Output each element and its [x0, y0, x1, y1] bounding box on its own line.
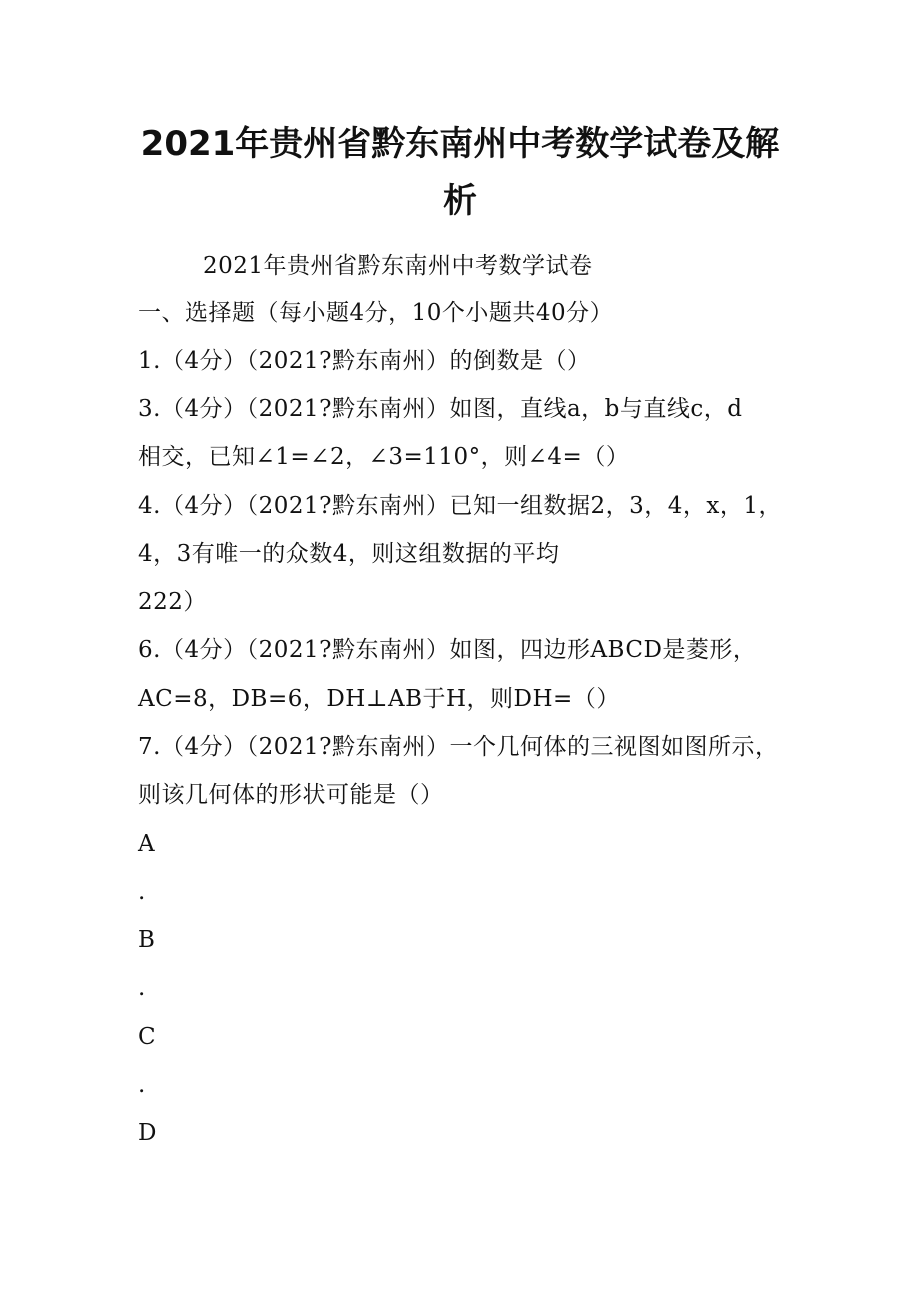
- question-line: 1.（4分）（2021?黔东南州）的倒数是（）: [138, 348, 591, 374]
- document-title-line-1: 2021年贵州省黔东南州中考数学试卷及解: [140, 124, 780, 164]
- question-line: 4，3有唯一的众数4，则这组数据的平均: [138, 541, 560, 567]
- document-title-line-2: 析: [443, 181, 477, 221]
- option-label-b: B: [138, 927, 156, 953]
- section-heading: 一、选择题（每小题4分，10个小题共40分）: [138, 300, 614, 326]
- question-line: 则该几何体的形状可能是（）: [138, 782, 444, 808]
- option-separator: .: [138, 975, 146, 1001]
- question-line: 7.（4分）（2021?黔东南州）一个几何体的三视图如图所示，: [138, 734, 779, 760]
- exam-subtitle: 2021年贵州省黔东南州中考数学试卷: [203, 253, 593, 279]
- option-separator: .: [138, 879, 146, 905]
- question-line: 3.（4分）（2021?黔东南州）如图，直线a，b与直线c，d: [138, 396, 743, 422]
- option-label-c: C: [138, 1024, 157, 1050]
- option-separator: .: [138, 1072, 146, 1098]
- question-line: 相交，已知∠1=∠2，∠3=110°，则∠4=（）: [138, 444, 630, 470]
- option-label-d: D: [138, 1120, 157, 1146]
- option-label-a: A: [138, 831, 156, 857]
- question-line: 4.（4分）（2021?黔东南州）已知一组数据2，3，4，x，1，: [138, 493, 782, 519]
- question-line: 222）: [138, 589, 207, 615]
- question-line: 6.（4分）（2021?黔东南州）如图，四边形ABCD是菱形，: [138, 637, 757, 663]
- question-line: AC=8，DB=6，DH⊥AB于H，则DH=（）: [138, 686, 620, 712]
